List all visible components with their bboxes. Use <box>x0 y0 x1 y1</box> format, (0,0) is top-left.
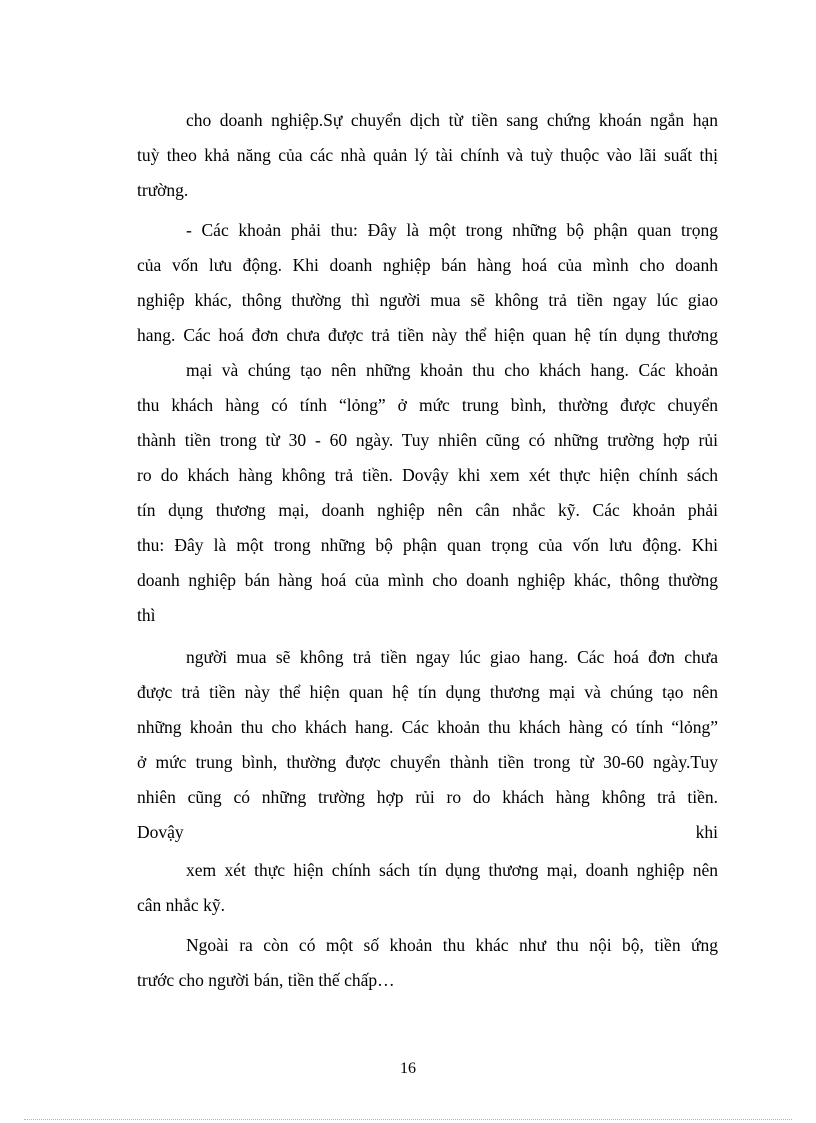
text-line: cân nhắc kỹ. <box>137 895 225 915</box>
text-line: nhiên cũng có những trường hợp rủi ro do khách hàng không trả tiền. <box>137 787 718 807</box>
text-line: trường. <box>137 180 189 200</box>
page-number: 16 <box>400 1060 416 1077</box>
text-line: Ngoài ra còn có một số khoản thu khác như thu nội bộ, tiền ứng <box>186 935 718 955</box>
text-line: thu: Đây là một trong những bộ phận quan trọng của vốn lưu động. Khi <box>137 535 718 555</box>
text-line: thành tiền trong từ 30 - 60 ngày. Tuy nhiên cũng có những trường hợp rủi <box>137 430 718 450</box>
text-line: tín dụng thương mại, doanh nghiệp nên cân nhắc kỹ. Các khoản phải <box>137 500 718 520</box>
text-line: cho doanh nghiệp.Sự chuyển dịch từ tiền sang chứng khoán ngắn hạn <box>186 110 718 130</box>
text-line: hang. Các hoá đơn chưa được trả tiền này thể hiện quan hệ tín dụng thương <box>137 325 718 345</box>
text-line: người mua sẽ không trả tiền ngay lúc giao hang. Các hoá đơn chưa <box>186 647 718 667</box>
text-line: của vốn lưu động. Khi doanh nghiệp bán hàng hoá của mình cho doanh <box>137 255 718 275</box>
text-line: thì <box>137 605 156 625</box>
text-line: được trả tiền này thể hiện quan hệ tín dụng thương mại và chúng tạo nên <box>137 682 718 702</box>
text-line: - Các khoản phải thu: Đây là một trong những bộ phận quan trọng <box>186 220 718 240</box>
text-line: Dovậy khi <box>137 822 718 842</box>
text-line: mại và chúng tạo nên những khoản thu cho khách hang. Các khoản <box>186 360 718 380</box>
text-line: tuỳ theo khả năng của các nhà quản lý tài chính và tuỳ thuộc vào lãi suất thị <box>137 145 718 165</box>
text-line: những khoản thu cho khách hang. Các khoản thu khách hàng có tính “lỏng” <box>137 717 718 737</box>
text-line: thu khách hàng có tính “lỏng” ở mức trung bình, thường được chuyển <box>137 395 718 415</box>
text-line: doanh nghiệp bán hàng hoá của mình cho doanh nghiệp khác, thông thường <box>137 570 718 590</box>
text-line: trước cho người bán, tiền thế chấp… <box>137 970 395 990</box>
text-line: nghiệp khác, thông thường thì người mua sẽ không trả tiền ngay lúc giao <box>137 290 718 310</box>
text-line: ở mức trung bình, thường được chuyển thành tiền trong từ 30-60 ngày.Tuy <box>137 752 718 772</box>
text-line: xem xét thực hiện chính sách tín dụng thương mại, doanh nghiệp nên <box>186 860 718 880</box>
text-line: ro do khách hàng không trả tiền. Dovậy khi xem xét thực hiện chính sách <box>137 465 718 485</box>
page-boundary-divider <box>24 1119 792 1120</box>
